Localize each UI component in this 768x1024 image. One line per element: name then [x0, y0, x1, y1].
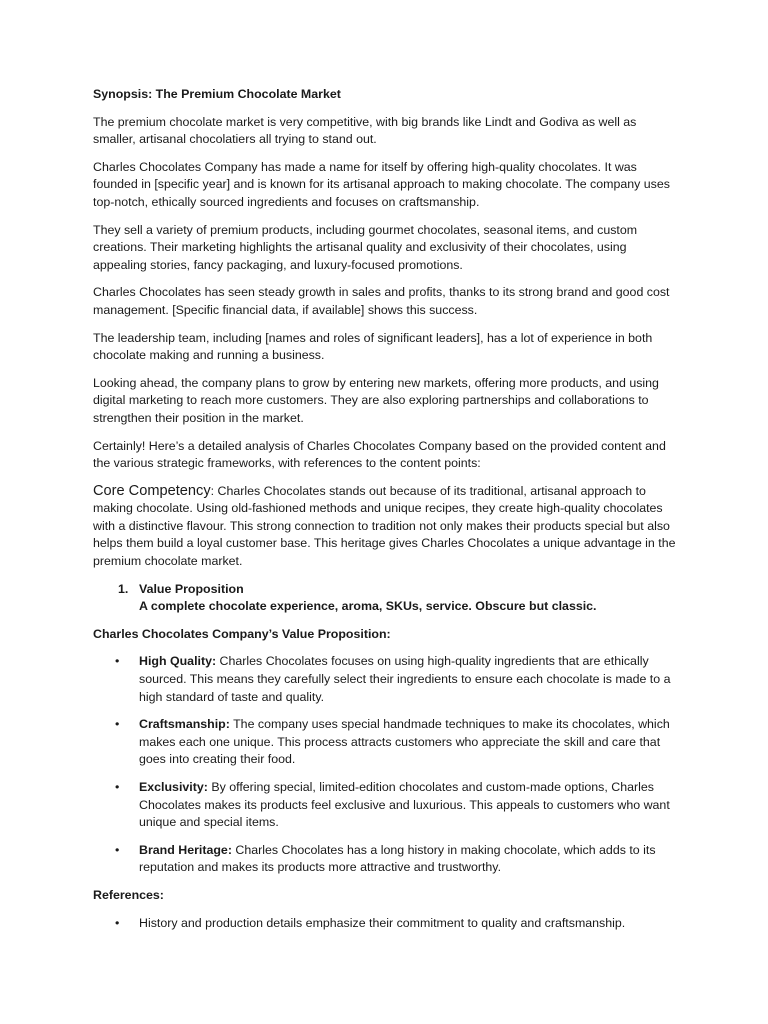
- list-item-text: History and production details emphasize their commitment to quality and craftsmanship.: [139, 915, 626, 930]
- list-item-text: Charles Chocolates focuses on using high-quality ingredients that are ethically sourced. This means they carefully select their ingredients to ensure each chocolate is made to a high standard of taste and quality.: [139, 654, 671, 704]
- bullet-icon: •: [115, 654, 120, 669]
- list-item-text: By offering special, limited-edition chocolates and custom-made options, Charles Chocolates makes its products feel exclusive and luxurious. This appeals to customers who want unique and special items.: [139, 780, 670, 830]
- value-proposition-subtext: A complete chocolate experience, aroma, SKUs, service. Obscure but classic.: [139, 599, 597, 614]
- paragraph-growth: Charles Chocolates has seen steady growth in sales and profits, thanks to its strong brand and good cost management. [Specific financial data, if available] shows this success.: [93, 285, 670, 317]
- bullet-icon: •: [115, 780, 120, 794]
- list-item-label: Craftsmanship:: [139, 717, 230, 732]
- paragraph-analysis-intro: Certainly! Here’s a detailed analysis of Charles Chocolates Company based on the provided content and the various strategic frameworks, with references to the content points:: [93, 438, 666, 471]
- numbered-list: [93, 581, 678, 616]
- list-item-label: Exclusivity:: [139, 780, 208, 794]
- list-item-label: High Quality:: [139, 654, 217, 669]
- references-list: [93, 915, 678, 933]
- references-heading: References:: [93, 887, 164, 902]
- document-title: Synopsis: The Premium Chocolate Market: [93, 87, 341, 101]
- value-proposition-list: [93, 653, 678, 877]
- paragraph-leadership: The leadership team, including [names and roles of significant leaders], has a lot of experience in both chocolate making and running a business.: [93, 330, 653, 363]
- list-number: 1.: [118, 581, 129, 596]
- core-competency-text: : Charles Chocolates stands out because of its traditional, artisanal approach to making chocolate. Using old-fashioned methods and unique recipes, they create high-quality chocolates with a distinctive flavour. This strong connection to tradition not only makes their products special but also helps them build a loyal customer base. This heritage gives Charles Chocolates a unique advantage in the premium chocolate market.: [93, 483, 676, 569]
- core-competency-paragraph: [93, 483, 678, 571]
- bullet-icon: •: [115, 842, 120, 857]
- value-proposition-section-heading: Charles Chocolates Company’s Value Proposition:: [93, 626, 391, 641]
- document-page: [93, 86, 678, 942]
- bullet-icon: •: [115, 915, 120, 930]
- list-item-label: Brand Heritage:: [139, 842, 232, 857]
- paragraph-market-overview: The premium chocolate market is very competitive, with big brands like Lindt and Godiva as well as smaller, artisanal chocolatiers all trying to stand out.: [93, 114, 637, 147]
- paragraph-future-plans: Looking ahead, the company plans to grow by entering new markets, offering more products, and using digital marketing to reach more customers. They are also exploring partnerships and collaborations to strengthen their position in the market.: [93, 375, 659, 425]
- list-item-text: Charles Chocolates has a long history in making chocolate, which adds to its reputation and makes its products more attractive and trustworthy.: [139, 842, 656, 875]
- paragraph-products: They sell a variety of premium products, including gourmet chocolates, seasonal items, and custom creations. Their marketing highlights the artisanal quality and exclusivity of their chocolates, using appealing stories, fancy packaging, and luxury-focused promotions.: [93, 222, 638, 272]
- list-item: [93, 779, 678, 832]
- value-proposition-heading: Value Proposition: [139, 581, 244, 596]
- list-item: [93, 842, 678, 877]
- list-item-text: The company uses special handmade techniques to make its chocolates, which makes each one unique. This process attracts customers who appreciate the skill and care that goes into creating their food.: [139, 717, 670, 767]
- paragraph-company-intro: Charles Chocolates Company has made a name for itself by offering high-quality chocolates. It was founded in [specific year] and is known for its artisanal approach to making chocolate. The company uses top-notch, ethically sourced ingredients and focuses on craftsmanship.: [93, 159, 670, 209]
- numbered-list-item: [93, 581, 678, 616]
- list-item: [93, 653, 678, 706]
- list-item: [93, 915, 678, 933]
- core-competency-label: Core Competency: [93, 482, 211, 499]
- bullet-icon: •: [115, 717, 120, 732]
- list-item: [93, 716, 678, 769]
